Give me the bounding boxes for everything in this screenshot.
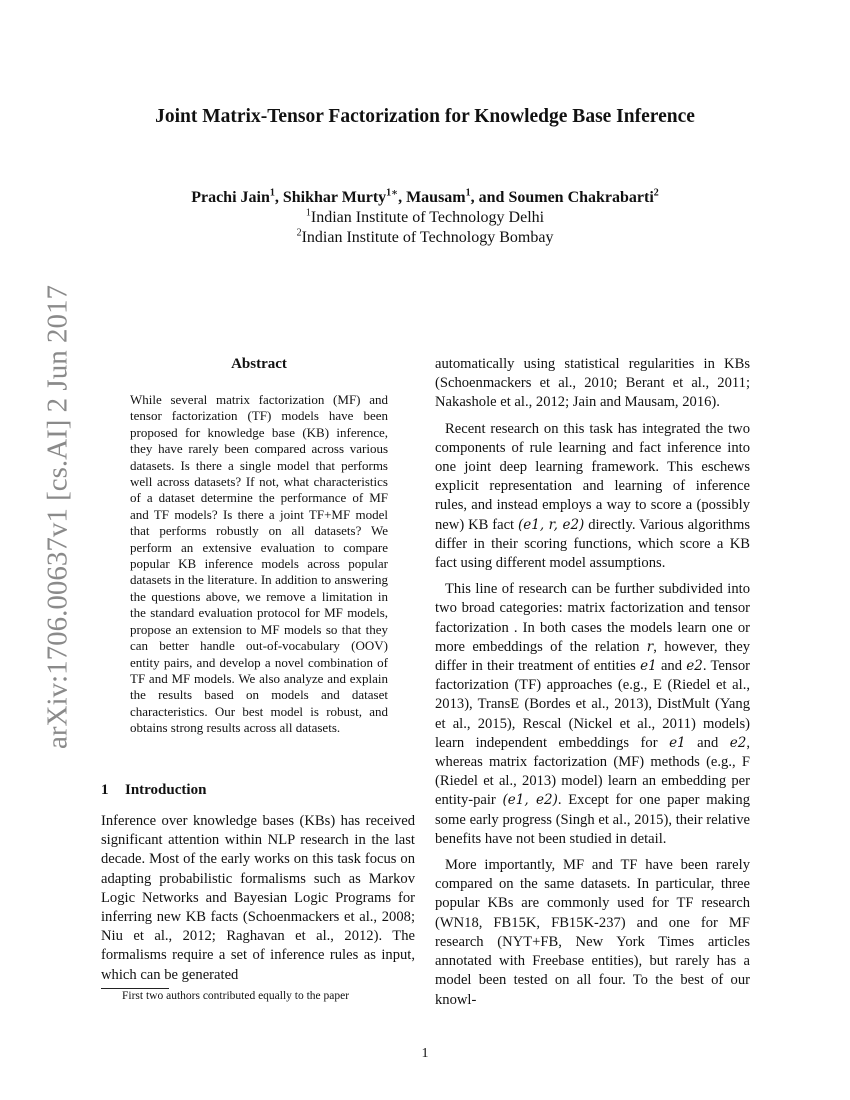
math-entity: e2 — [729, 734, 747, 751]
footnote-rule — [101, 988, 169, 989]
paragraph-comparison: More importantly, MF and TF have been rarely compared on the same datasets. In particular, three popular KBs are commonly used for TF research (WN18, FB15K, FB15K-237) and one for MF research (NYT+FB, New York Times articles annotated with Freebase entities), but rarely has a model been tested on all four. To the best of our knowl- — [435, 857, 750, 1008]
math-entity-pair: (e1, e2) — [502, 792, 558, 809]
page-number: 1 — [421, 1046, 429, 1061]
right-column — [435, 355, 750, 1017]
affiliation-text: Indian Institute of Technology Delhi — [310, 209, 545, 226]
author-names: Prachi Jain$^1$, Shikhar Murty$^{1∗}$, Mausam$^1$, and Soumen Chakrabarti$^2$ — [191, 187, 659, 206]
author-affiliation-mark: 1 — [465, 187, 471, 199]
affiliation-mark: 1 — [305, 207, 311, 219]
paragraph-categories: This line of research can be further subdivided into two broad categories: matrix factorization and tensor factorization . In both cases the models learn one or more embeddings of the relation r, however, they differ in their treatment of entities e1 and e2. Tensor factorization (TF) approaches (e.g., E (Riedel et al., 2013), TransE (Bordes et al., 2013), DistMult (Yang et al., 2015), Rescal (Nickel et al., 2011) models) learn independent embeddings for e1 and e2, whereas matrix factorization (MF) methods (e.g., F (Riedel et al., 2013) model) learn an embedding per entity-pair (e1, e2). Except for one paper making some early progress (Singh et al., 2015), their relative benefits have not been studied in detail. — [435, 581, 750, 847]
author-name: Soumen Chakrabarti — [508, 189, 654, 206]
author-name: Mausam — [406, 189, 466, 206]
math-relation: r — [646, 638, 654, 655]
affiliation-1 — [0, 208, 850, 228]
footnote: First two authors contributed equally to the paper — [122, 990, 350, 1002]
paragraph-joint-learning: Recent research on this task has integrated the two components of rule learning and fact inference into one joint deep learning framework. This eschews explicit representation and learning of inference rules, and instead employs a way to score a (possibly new) KB fact (e1, r, e2) directly. Various algorithms differ in their scoring functions, which score a KB fact using different model assumptions. — [435, 420, 751, 572]
affiliation-mark: 2 — [296, 227, 302, 239]
math-entity: e1 — [669, 734, 686, 751]
section-title: Introduction — [125, 782, 207, 798]
abstract-text: While several matrix factorization (MF) and tensor factorization (TF) models have been proposed for knowledge base (KB) inference, they have rarely been compared across various datasets. Is there a single model that performs well across datasets? If not, what characteristics of a dataset determine the performance of MF and TF models? Is there a joint TF+MF model that performs robustly on all datasets? We perform an extensive evaluation to compare popular KB inference models across popular datasets in the literature. In addition to answering the questions above, we remove a limitation in the standard evaluation protocol for MF models, propose an extension to MF models so that they can better handle out-of-vocabulary (OOV) entity pairs, and develop a novel combination of TF and MF models. We also analyze and explain the results based on models and dataset characteristics. Our best model is robust, and obtains strong results across all datasets. — [130, 392, 388, 736]
paper-title: Joint Matrix-Tensor Factorization for Knowledge Base Inference — [155, 106, 695, 127]
author-affiliation-mark: 2 — [653, 187, 659, 199]
section-number: 1 — [101, 782, 109, 798]
author-affiliation-mark: 1 — [269, 187, 275, 199]
math-entity: e2 — [686, 658, 703, 675]
paragraph-continuation: automatically using statistical regularities in KBs (Schoenmackers et al., 2010; Berant et al., 2011; Nakashole et al., 2012; Jain and Mausam, 2016). — [435, 356, 750, 411]
abstract-heading: Abstract — [231, 356, 287, 372]
affiliation-text: Indian Institute of Technology Bombay — [301, 229, 554, 246]
author-name: Shikhar Murty — [282, 189, 387, 206]
math-entity: e1 — [640, 658, 657, 675]
math-fact-triple: (e1, r, e2) — [518, 516, 585, 533]
section-heading-introduction — [101, 782, 206, 799]
affiliation-2 — [0, 228, 850, 248]
author-block — [0, 188, 850, 248]
introduction-paragraph: Inference over knowledge bases (KBs) has received significant attention within NLP research in the last decade. Most of the early works on this task focus on adapting probabilistic formalisms such as Markov Logic Networks and Bayesian Logic Programs for inferring new KB facts (Schoenmackers et al., 2008; Niu et al., 2012; Raghavan et al., 2012). The formalisms require a set of inference rules as input, which can be generated — [101, 813, 415, 983]
arxiv-stamp: arXiv:1706.00637v1 [cs.AI] 2 Jun 2017 — [41, 285, 74, 749]
author-name: Prachi Jain — [191, 189, 270, 206]
author-affiliation-mark: 1∗ — [386, 187, 399, 199]
